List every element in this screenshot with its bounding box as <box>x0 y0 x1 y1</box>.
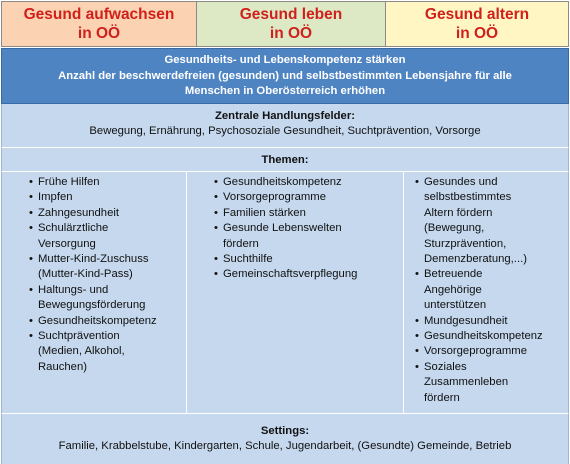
list-item-text: • Suchthilfe <box>223 253 273 266</box>
list-item <box>29 252 179 283</box>
header-gesund-aufwachsen-label: Gesund aufwachsen in OÖ <box>23 6 175 42</box>
list-item-text: • Vorsorgeprogramme <box>223 191 326 204</box>
column-divider <box>403 172 404 413</box>
header-gesund-altern <box>385 1 569 47</box>
column-divider <box>186 172 187 413</box>
goal-line-2: Anzahl der beschwerdefreien (gesunden) und selbstbestimmten Lebensjahre für alle <box>58 69 512 82</box>
list-item-text: • Gesundheitskompetenz <box>223 176 342 188</box>
list-item-text: • Zahngesundheit <box>38 206 120 219</box>
themen-list-aufwachsen <box>29 175 179 375</box>
handlungsfelder-value: Bewegung, Ernährung, Psychosoziale Gesundheit, Suchtprävention, Vorsorge <box>89 125 481 137</box>
goal-banner <box>1 48 569 104</box>
header-gesund-leben <box>196 1 386 47</box>
list-item-text: • Soziales Zusammenleben fördern <box>424 360 509 404</box>
settings-value: Familie, Krabbelstube, Kindergarten, Schule, Jugendarbeit, (Gesundte) Gemeinde, Betrieb <box>58 440 512 452</box>
list-item <box>214 252 384 267</box>
list-item <box>415 314 565 329</box>
list-item-text: • Betreuende Angehörige unterstützen <box>424 268 487 312</box>
list-item-text: • Vorsorgeprogramme <box>424 345 527 358</box>
header-gesund-altern-label: Gesund altern in OÖ <box>424 6 530 42</box>
list-item <box>415 329 565 344</box>
list-item-text: • Gesundheitskompetenz <box>38 314 157 327</box>
list-item-text: • Gesundheitskompetenz <box>424 330 543 343</box>
list-item <box>415 175 565 267</box>
themen-list-altern <box>415 175 565 406</box>
list-item <box>29 190 179 205</box>
handlungsfelder-title: Zentrale Handlungsfelder: <box>215 110 355 122</box>
list-item-text: • Gesundes und selbstbestimmtes Altern fördern (Bewegung, Sturzprävention, Demenzberatung,...) <box>424 176 527 266</box>
list-item <box>415 344 565 359</box>
goal-line-1: Gesundheits- und Lebenskompetenz stärken <box>164 54 406 66</box>
list-item <box>29 283 179 314</box>
list-item <box>214 190 384 205</box>
list-item-text: • Familien stärken <box>223 206 306 219</box>
header-gesund-aufwachsen <box>1 1 197 47</box>
list-item <box>29 314 179 329</box>
list-item-text: • Gemeinschaftsverpflegung <box>223 268 358 281</box>
handlungsfelder-section <box>1 104 569 148</box>
themen-section <box>1 148 569 172</box>
list-item <box>29 221 179 252</box>
header-gesund-leben-label: Gesund leben in OÖ <box>239 6 343 42</box>
list-item <box>214 267 384 282</box>
list-item-text: • Frühe Hilfen <box>38 176 100 188</box>
list-item <box>214 206 384 221</box>
list-item <box>29 206 179 221</box>
list-item <box>214 175 384 190</box>
list-item <box>415 360 565 406</box>
list-item-text: • Schulärztliche Versorgung <box>38 222 109 250</box>
list-item <box>29 329 179 375</box>
list-item-text: • Gesunde Lebenswelten fördern <box>223 222 342 250</box>
list-item-text: • Mutter-Kind-Zuschuss (Mutter-Kind-Pass) <box>38 253 149 281</box>
goal-line-3: Menschen in Oberösterreich erhöhen <box>184 85 386 97</box>
list-item-text: • Haltungs- und Bewegungsförderung <box>38 283 146 312</box>
themen-title: Themen: <box>261 154 309 166</box>
list-item <box>214 221 384 252</box>
list-item <box>415 267 565 313</box>
settings-title: Settings: <box>260 425 310 437</box>
list-item <box>29 175 179 190</box>
themen-list-leben <box>214 175 384 283</box>
list-item-text: • Impfen <box>38 191 73 204</box>
settings-section <box>1 413 569 464</box>
list-item-text: • Suchtprävention (Medien, Alkohol, Rauchen) <box>38 330 125 373</box>
list-item-text: • Mundgesundheit <box>424 314 508 327</box>
themen-lists <box>1 172 569 413</box>
